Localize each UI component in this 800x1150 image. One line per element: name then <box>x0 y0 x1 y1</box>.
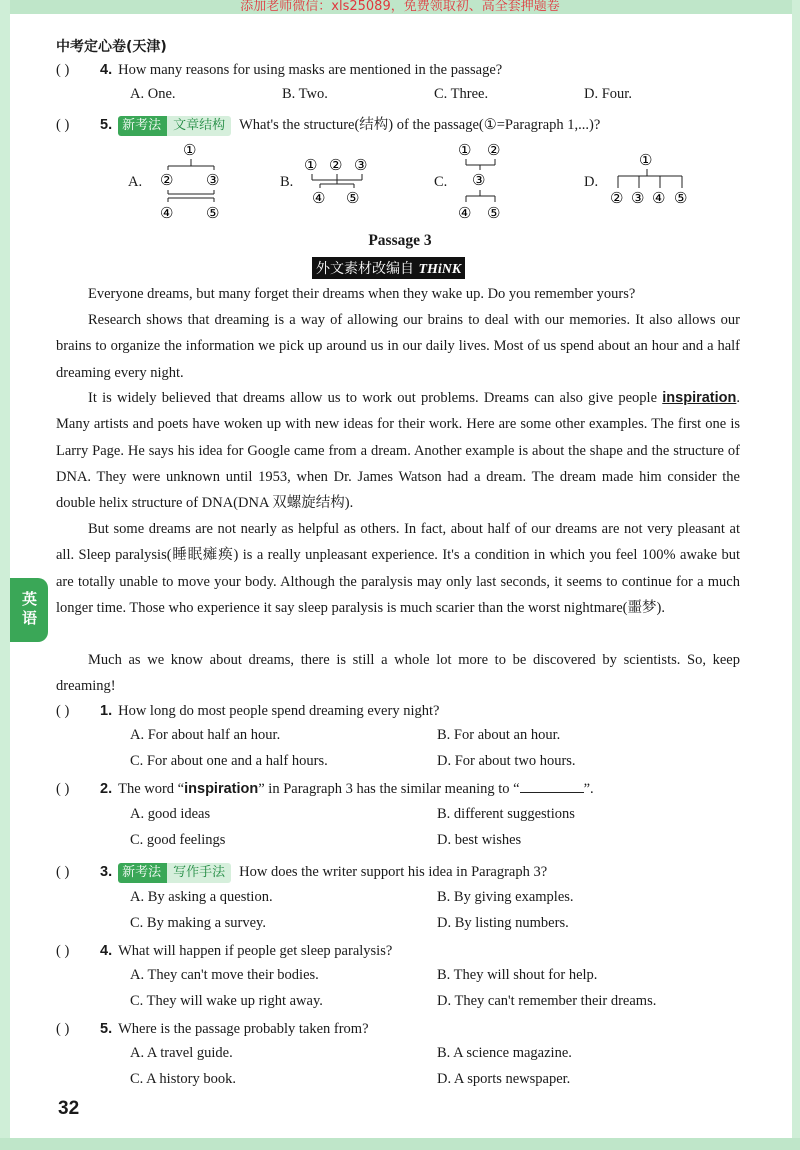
circle-3: ③ <box>631 191 645 207</box>
option: A. One. <box>130 86 176 102</box>
option: A. A travel guide. <box>130 1045 233 1061</box>
question-number: 1. <box>100 703 113 719</box>
option: B. Two. <box>282 86 328 102</box>
new-exam-badge <box>118 116 231 136</box>
circle-2: ② <box>329 158 343 174</box>
question-text: How many reasons for using masks are mentioned in the passage? <box>118 62 503 78</box>
diagram-label: D. <box>584 174 599 190</box>
option: B. For about an hour. <box>437 727 561 743</box>
question-text: What will happen if people get sleep paralysis? <box>118 943 393 959</box>
diagram-c <box>454 140 554 230</box>
option: A. good ideas <box>130 806 211 822</box>
circle-5: ⑤ <box>206 206 220 222</box>
question-number: 5. <box>100 117 113 133</box>
page-header: 中考定心卷(天津) <box>56 39 167 55</box>
circle-4: ④ <box>312 191 326 207</box>
question-number: 5. <box>100 1021 113 1037</box>
badge-label: 新考法 <box>118 116 167 136</box>
question-row <box>56 1019 369 1039</box>
question-number: 2. <box>100 781 113 797</box>
paragraph-3-rest: . Many artists and poets have woken up with new ideas for their work. Here are some other examples. The first one is Larry Page. He says his idea for Google came from a dream. Another example is about the shape and the structure of DNA. They were unknown until 1953, when Dr. James Watson had a dream. The dream made him consider the double helix structure of DNA(DNA 双螺旋结构). <box>56 390 741 512</box>
answer-blank[interactable]: ( ) <box>56 781 70 797</box>
option: B. A science magazine. <box>437 1045 572 1061</box>
circle-2: ② <box>610 191 624 207</box>
option: C. For about one and a half hours. <box>130 753 328 769</box>
circle-5: ⑤ <box>487 206 501 222</box>
new-exam-badge <box>118 863 231 883</box>
circle-1: ① <box>458 143 472 159</box>
option: C. A history book. <box>130 1071 236 1087</box>
keyword-inspiration: inspiration <box>184 781 259 797</box>
option: B. They will shout for help. <box>437 967 598 983</box>
option: C. Three. <box>434 86 489 102</box>
circle-1: ① <box>639 153 653 169</box>
question-text-c: ”. <box>583 781 594 797</box>
question-text-b: ” in Paragraph 3 has the similar meaning to “ <box>258 781 520 797</box>
option: D. Four. <box>584 86 632 102</box>
circle-2: ② <box>160 173 174 189</box>
option: D. By listing numbers. <box>437 915 569 931</box>
source-name: THiNK <box>418 262 462 277</box>
paragraph-4: But some dreams are not nearly as helpful as others. In fact, about half of our dreams are not very pleasant at all. Sleep paralysis(睡眠瘫痪) is a really unpleasant experience. It's a condition in which you feel 100% awake but are totally unable to move your body. Although the paralysis may only last seconds, it seems to continue for a much longer time. Those who experience it say sleep paralysis is much scarier than the worst nightmare(噩梦). <box>56 521 740 616</box>
question-text: What's the structure(结构) of the passage(①=Paragraph 1,...)? <box>239 117 601 133</box>
option: B. By giving examples. <box>437 889 574 905</box>
question-number: 4. <box>100 943 113 959</box>
answer-blank[interactable]: ( ) <box>56 703 70 719</box>
diagram-label: C. <box>434 174 448 190</box>
keyword-inspiration: inspiration <box>662 390 737 406</box>
structure-diagrams <box>128 140 728 230</box>
diagram-a <box>146 140 246 230</box>
circle-5: ⑤ <box>674 191 688 207</box>
left-border <box>0 0 10 1150</box>
paragraph-5: Much as we know about dreams, there is still a whole lot more to be discovered by scientists. So, keep dreaming! <box>56 652 740 695</box>
answer-blank[interactable]: ( ) <box>56 62 70 78</box>
question-row <box>56 941 392 961</box>
page-number: 32 <box>58 1098 80 1119</box>
question-row <box>56 701 439 721</box>
answer-blank[interactable]: ( ) <box>56 1021 70 1037</box>
circle-1: ① <box>304 158 318 174</box>
answer-blank[interactable]: ( ) <box>56 943 70 959</box>
circle-4: ④ <box>458 206 472 222</box>
option: D. A sports newspaper. <box>437 1071 571 1087</box>
diagram-label: A. <box>128 174 143 190</box>
subject-tab: 英语 <box>10 578 48 642</box>
question-number: 3. <box>100 864 113 880</box>
circle-1: ① <box>183 143 197 159</box>
question-row <box>56 862 547 883</box>
paragraph-2: Research shows that dreaming is a way of allowing our brains to deal with our memories. It also allows our brains to organize the information we pick up around us in our daily lives. Most of us spend about an hour and a half dreaming every night. <box>56 312 740 381</box>
option: A. They can't move their bodies. <box>130 967 319 983</box>
option: C. By making a survey. <box>130 915 266 931</box>
circle-4: ④ <box>652 191 666 207</box>
answer-blank[interactable]: ( ) <box>56 117 70 133</box>
right-border <box>792 0 800 1150</box>
bottom-border <box>0 1138 800 1150</box>
question-row <box>56 115 600 136</box>
paragraph-1: Everyone dreams, but many forget their dreams when they wake up. Do you remember yours? <box>88 286 636 302</box>
badge-topic: 写作手法 <box>167 863 231 883</box>
question-number: 4. <box>100 62 113 78</box>
diagram-d <box>604 140 724 230</box>
watermark: 添加老师微信：xls25089，免费领取初、高全套押题卷 <box>240 0 560 14</box>
question-row <box>56 60 502 80</box>
badge-topic: 文章结构 <box>167 116 231 136</box>
answer-blank[interactable]: ( ) <box>56 864 70 880</box>
source-label <box>312 257 465 279</box>
circle-3: ③ <box>354 158 368 174</box>
fill-blank[interactable] <box>520 780 584 793</box>
option: A. For about half an hour. <box>130 727 281 743</box>
option: C. good feelings <box>130 832 226 848</box>
source-prefix: 外文素材改编自 <box>316 261 414 277</box>
diagram-b <box>302 140 402 230</box>
question-text: How long do most people spend dreaming every night? <box>118 703 440 719</box>
badge-label: 新考法 <box>118 863 167 883</box>
circle-4: ④ <box>160 206 174 222</box>
question-text: Where is the passage probably taken from? <box>118 1021 369 1037</box>
passage-title: Passage 3 <box>368 232 432 249</box>
question-text: How does the writer support his idea in Paragraph 3? <box>239 864 548 880</box>
question-text-a: The word “ <box>118 781 185 797</box>
option: A. By asking a question. <box>130 889 273 905</box>
option: D. For about two hours. <box>437 753 576 769</box>
option: D. best wishes <box>437 832 522 848</box>
paragraph-3 <box>56 385 740 516</box>
paragraph-3-start: It is widely believed that dreams allow us to work out problems. Dreams can also give people <box>88 390 658 406</box>
circle-3: ③ <box>206 173 220 189</box>
diagram-label: B. <box>280 174 294 190</box>
option: B. different suggestions <box>437 806 575 822</box>
circle-5: ⑤ <box>346 191 360 207</box>
option: D. They can't remember their dreams. <box>437 993 657 1009</box>
question-row <box>56 779 594 799</box>
circle-3: ③ <box>472 173 486 189</box>
circle-2: ② <box>487 143 501 159</box>
option: C. They will wake up right away. <box>130 993 323 1009</box>
